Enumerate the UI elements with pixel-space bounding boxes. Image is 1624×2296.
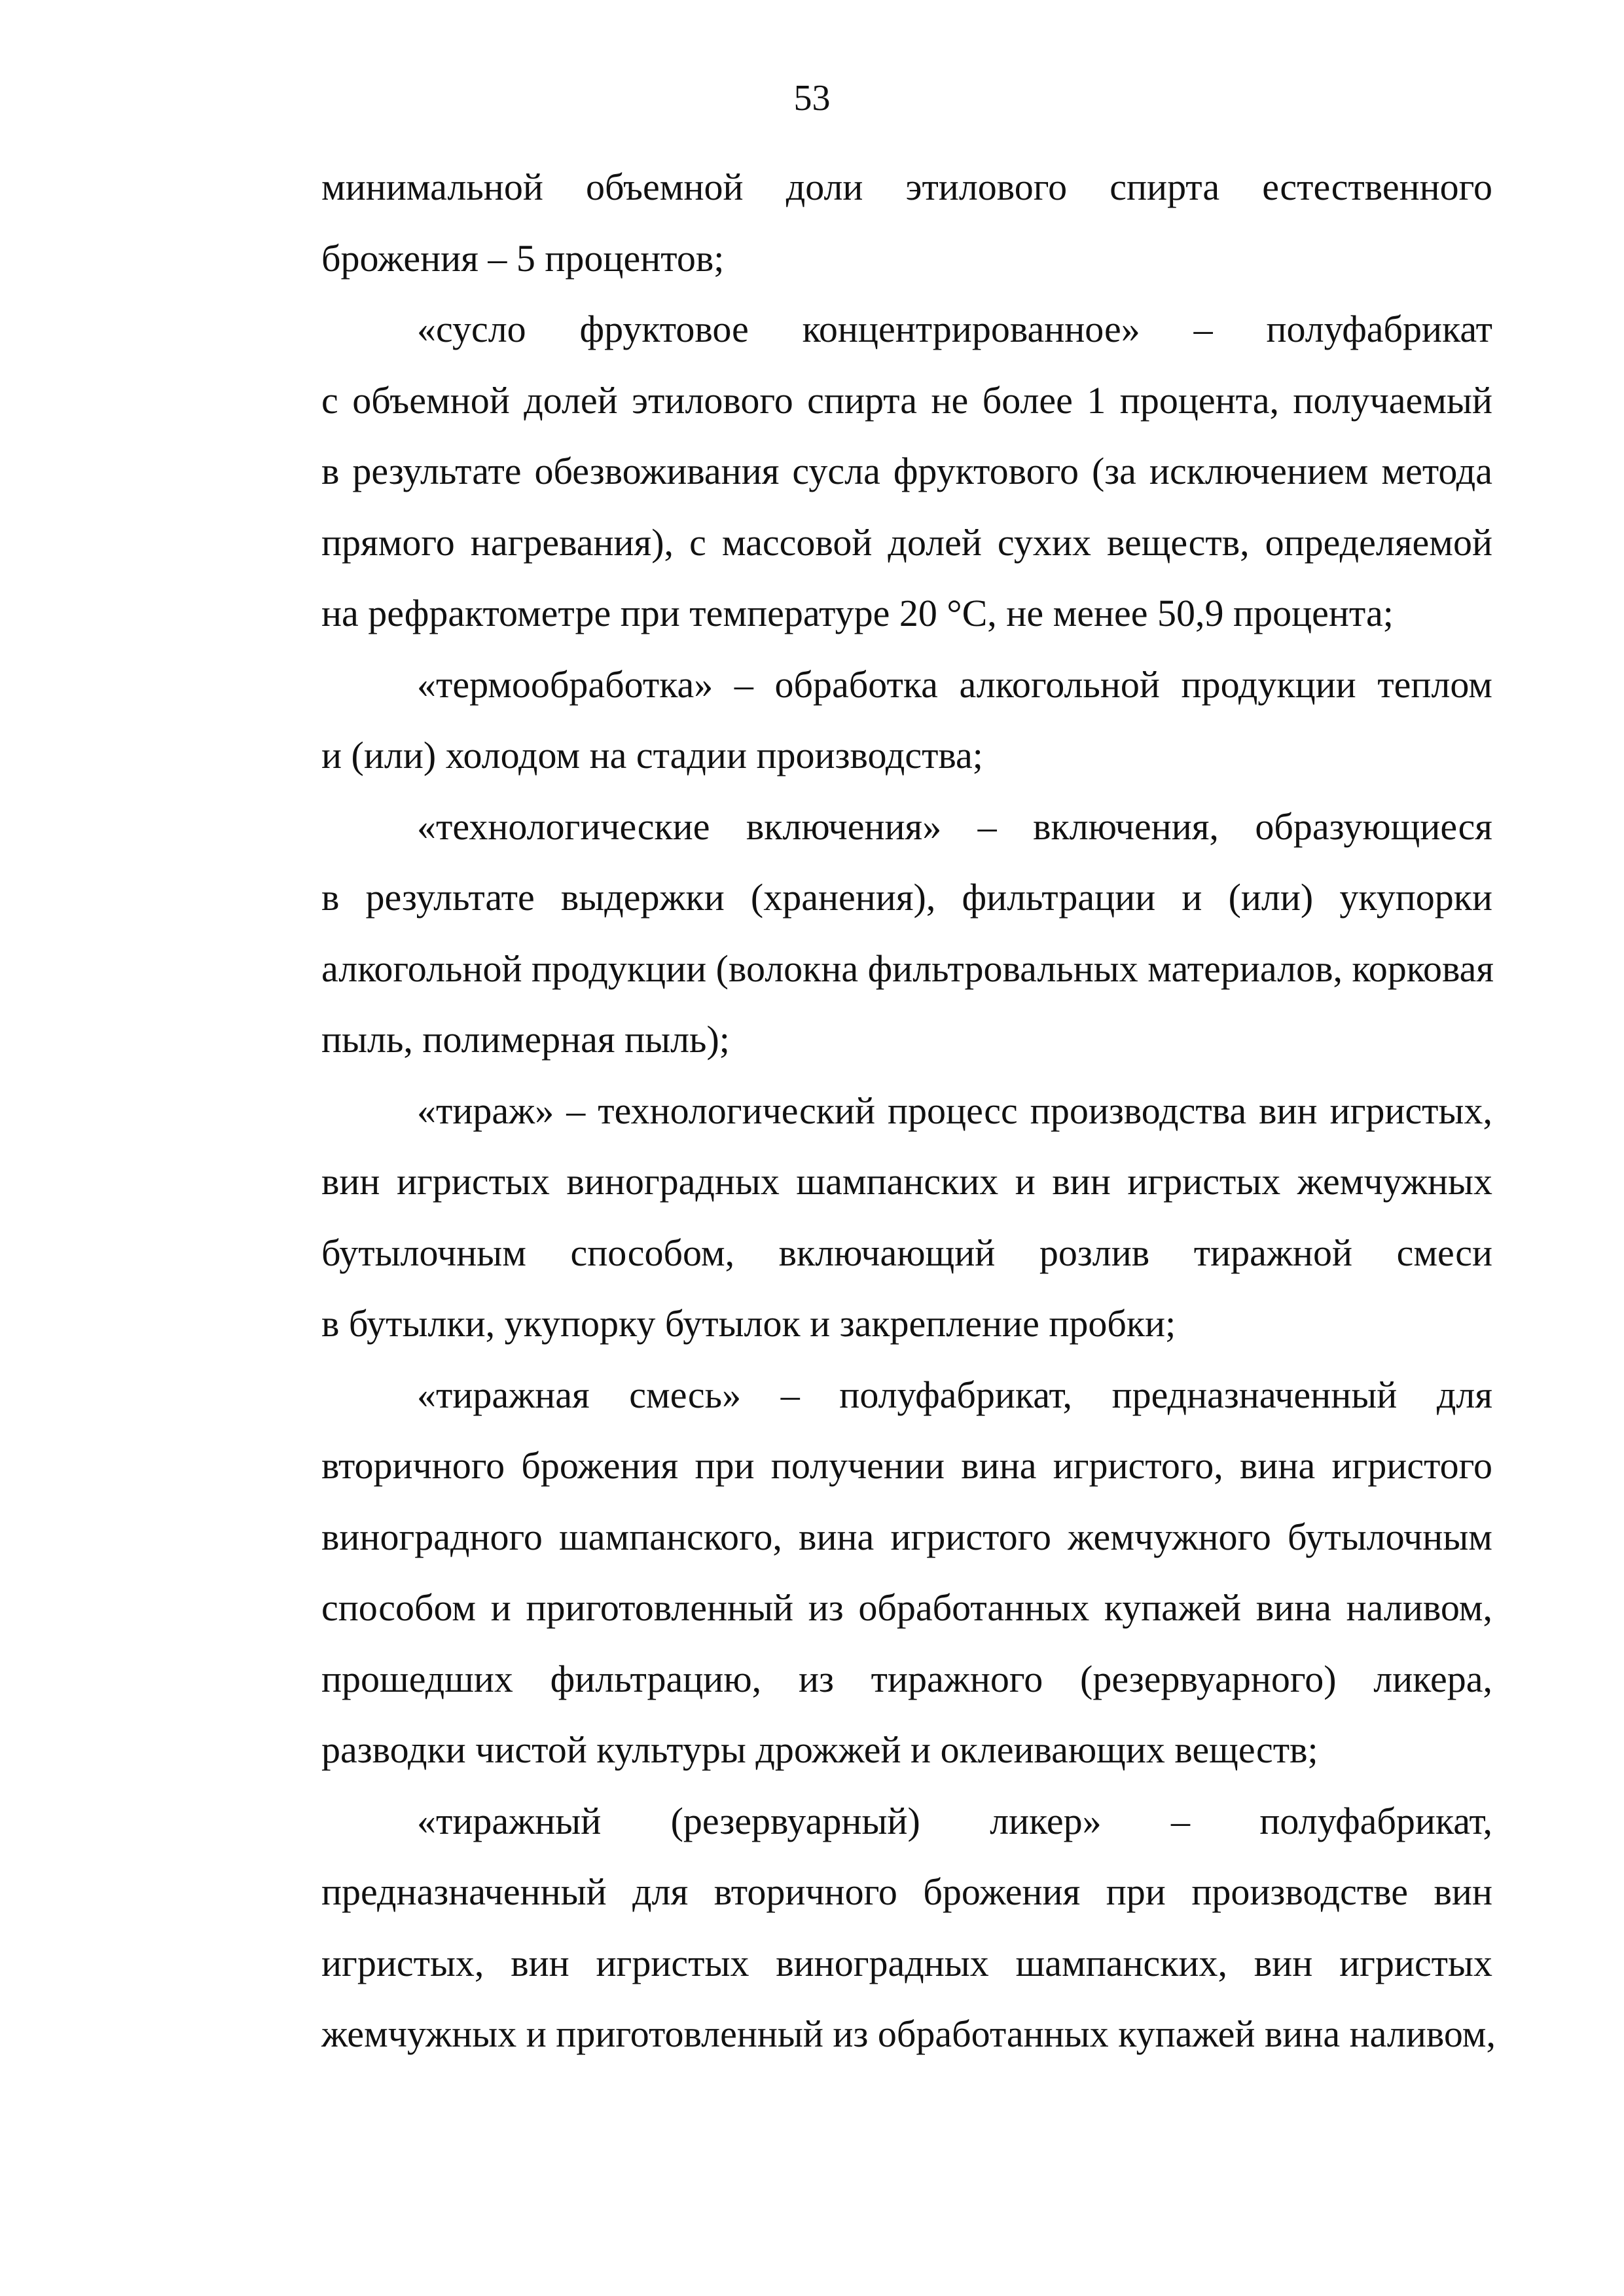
text-line: бутылочным способом, включающий розлив тиражной смеси [321, 1231, 1492, 1274]
paragraph [226, 1786, 1496, 2070]
text-line: «тиражный (резервуарный) ликер» – полуфабрикат, [417, 1799, 1492, 1842]
text-line: игристых, вин игристых виноградных шампанских, вин игристых [321, 1941, 1492, 1984]
text-line: «сусло фруктовое концентрированное» – полуфабрикат [417, 308, 1492, 350]
text-line: в бутылки, укупорку бутылок и закрепление пробки; [321, 1302, 1176, 1345]
text-line: на рефрактометре при температуре 20 °С, не менее 50,9 процента; [321, 592, 1394, 634]
text-line: в результате обезвоживания сусла фруктового (за исключением метода [321, 450, 1492, 492]
page-number: 53 [793, 78, 831, 118]
text-line: вин игристых виноградных шампанских и вин игристых жемчужных [321, 1160, 1492, 1203]
text-line: способом и приготовленный из обработанных купажей вина наливом, [321, 1586, 1492, 1629]
body-text [226, 152, 1496, 2070]
text-line: вторичного брожения при получении вина игристого, вина игристого [321, 1444, 1492, 1487]
text-line: брожения – 5 процентов; [321, 236, 725, 280]
text-line: алкогольной продукции (волокна фильтровальных материалов, корковая [321, 947, 1494, 990]
text-line: пыль, полимерная пыль); [321, 1018, 730, 1061]
text-line: предназначенный для вторичного брожения при производстве вин [321, 1870, 1492, 1913]
text-line: разводки чистой культуры дрожжей и оклеивающих веществ; [321, 1728, 1318, 1771]
text-line: «технологические включения» – включения, образующиеся [417, 805, 1492, 848]
paragraph [226, 294, 1492, 649]
paragraph [226, 152, 1492, 294]
paragraph [226, 649, 1492, 792]
paragraph [226, 1360, 1492, 1786]
text-line: прямого нагревания), с массовой долей сухих веществ, определяемой [321, 520, 1492, 564]
text-line: жемчужных и приготовленный из обработанных купажей вина наливом, [321, 2013, 1496, 2055]
text-line: в результате выдержки (хранения), фильтрации и (или) укупорки [321, 876, 1492, 919]
paragraph [226, 1076, 1492, 1360]
text-line: прошедших фильтрацию, из тиражного (резервуарного) ликера, [321, 1657, 1492, 1700]
text-line: с объемной долей этилового спирта не более 1 процента, получаемый [321, 378, 1492, 422]
text-line: «термообработка» – обработка алкогольной продукции теплом [417, 663, 1492, 706]
text-line: «тиражная смесь» – полуфабрикат, предназначенный для [417, 1373, 1492, 1416]
text-line: минимальной объемной доли этилового спирта естественного [321, 166, 1492, 208]
text-line: и (или) холодом на стадии производства; [321, 734, 983, 776]
text-line: «тираж» – технологический процесс производства вин игристых, [417, 1089, 1492, 1132]
paragraph [226, 792, 1492, 1076]
text-line: виноградного шампанского, вина игристого жемчужного бутылочным [321, 1515, 1492, 1558]
